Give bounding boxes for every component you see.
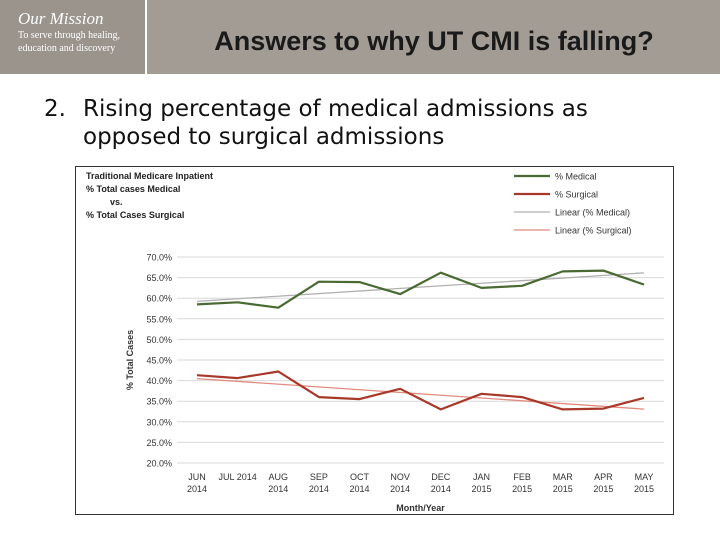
line-chart <box>75 166 674 515</box>
x-tick-label: 2015 <box>471 484 492 494</box>
x-tick-label: JUL 2014 <box>218 472 257 482</box>
trendline <box>197 379 644 410</box>
y-tick-label: 20.0% <box>146 458 172 469</box>
series-line <box>197 372 644 410</box>
bullet-number: 2. <box>44 96 66 122</box>
mission-title: Our Mission <box>18 9 104 28</box>
mission-tagline-line: education and discovery <box>18 43 116 54</box>
slide-header <box>0 0 720 74</box>
x-tick-label: 2014 <box>349 484 370 494</box>
x-tick-label: AUG <box>268 472 289 482</box>
x-tick-label: DEC <box>431 472 451 482</box>
header-divider <box>145 0 147 74</box>
legend-label: % Medical <box>555 171 597 182</box>
x-tick-label: MAY <box>634 472 654 482</box>
y-tick-label: 25.0% <box>146 437 172 448</box>
x-axis-title: Month/Year <box>396 503 445 513</box>
x-tick-label: MAR <box>552 472 573 482</box>
legend-label: Linear (% Surgical) <box>555 225 632 236</box>
mission-tagline <box>18 29 143 55</box>
y-axis-title: % Total Cases <box>125 329 135 391</box>
slide-title: Answers to why UT CMI is falling? <box>214 26 654 56</box>
chart-title-line: % Total cases Medical <box>86 184 181 194</box>
x-tick-label: OCT <box>350 472 370 482</box>
legend-label: Linear (% Medical) <box>555 207 631 218</box>
bullet-text: Rising percentage of medical admissions as opposed to surgical admissions <box>83 96 588 150</box>
x-tick-label: 2014 <box>308 484 329 494</box>
y-tick-label: 65.0% <box>146 273 172 284</box>
x-tick-label: 2015 <box>512 484 533 494</box>
x-tick-label: 2014 <box>430 484 451 494</box>
x-tick-label: 2014 <box>268 484 289 494</box>
y-tick-label: 40.0% <box>146 376 172 387</box>
x-tick-label: 2014 <box>390 484 411 494</box>
x-tick-label: SEP <box>309 472 328 482</box>
y-tick-label: 50.0% <box>146 334 172 345</box>
x-tick-label: JUN <box>188 472 206 482</box>
y-tick-label: 45.0% <box>146 355 172 366</box>
x-tick-label: 2015 <box>552 484 573 494</box>
y-tick-label: 30.0% <box>146 417 172 428</box>
x-tick-label: 2015 <box>633 484 655 494</box>
x-tick-label: FEB <box>513 472 531 482</box>
chart-title-line: Traditional Medicare Inpatient <box>86 171 214 181</box>
x-tick-label: NOV <box>390 472 410 482</box>
chart-title-line: % Total Cases Surgical <box>86 210 185 220</box>
chart-canvas <box>76 167 673 514</box>
mission-logo <box>0 0 145 74</box>
x-tick-label: 2015 <box>593 484 614 494</box>
chart-title-line: vs. <box>110 197 123 207</box>
y-tick-label: 35.0% <box>146 396 172 407</box>
mission-tagline-line: To serve through healing, <box>18 30 121 41</box>
x-tick-label: 2014 <box>186 484 208 494</box>
series-line <box>197 271 644 308</box>
legend-label: % Surgical <box>555 189 599 200</box>
y-tick-label: 70.0% <box>146 252 172 263</box>
x-tick-label: JAN <box>472 472 490 482</box>
x-tick-label: APR <box>594 472 613 482</box>
y-tick-label: 60.0% <box>146 293 172 304</box>
y-tick-label: 55.0% <box>146 314 172 325</box>
